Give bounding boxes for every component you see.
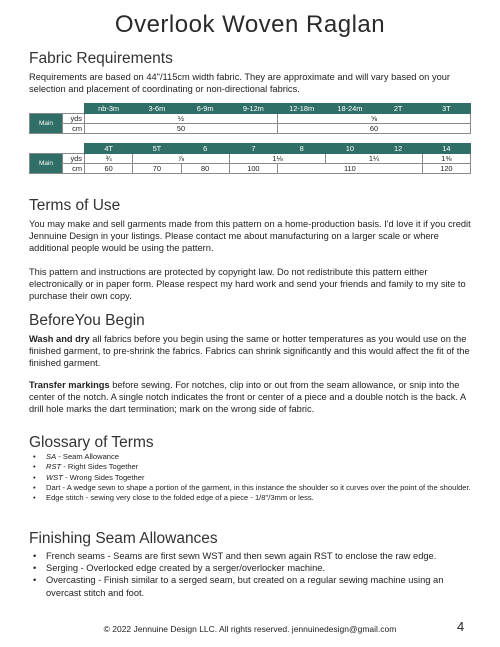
size-header: 7 <box>229 144 277 154</box>
table-cell: 50 <box>85 124 278 134</box>
table-cell: 60 <box>278 124 471 134</box>
size-header: 4T <box>85 144 133 154</box>
size-header: 2T <box>374 104 422 114</box>
fabric-table-small-sizes <box>29 103 471 134</box>
table-cell: 60 <box>85 164 133 174</box>
term: SA <box>46 452 57 461</box>
list-item <box>33 493 473 503</box>
table-cell: ⅞ <box>133 154 230 164</box>
unit-label-cm: cm <box>63 164 85 174</box>
fabric-intro: Requirements are based on 44"/115cm width fabric. They are approximate and will vary based on your selection and placement of coordinating or non-directional fabrics. <box>29 72 451 95</box>
table-cell: 110 <box>278 164 423 174</box>
finishing-heading: Finishing Seam Allowances <box>29 530 218 547</box>
definition: - Seam Allowance <box>56 452 120 461</box>
table-cell: 1⅛ <box>229 154 326 164</box>
definition: - Right Sides Together <box>61 462 139 472</box>
table-cell: ½ <box>85 114 278 124</box>
wash-paragraph <box>29 333 474 370</box>
terms-paragraph: This pattern and instructions are protected by copyright law. Do not redistribute this pattern either electronically or in paper form. Please respect my hard work and send your friends and family to my site to purchase their own copy. <box>29 267 466 302</box>
table-cell: 80 <box>181 164 229 174</box>
list-item: • Serging - Overlocked edge created by a serger/overlocker machine. <box>33 562 473 574</box>
term: RST <box>46 462 62 472</box>
row-label-main: Main <box>30 114 63 134</box>
paragraph-text: before sewing. For notches, clip into or out from the seam allowance, or snip into the center of the notch. A single notch indicates the front or center of a piece and a double notch is the back. A drill hole marks the dart termination; mark on the wrong side of fabric. <box>29 380 466 415</box>
transfer-paragraph <box>29 379 474 416</box>
terms-paragraph: You may make and sell garments made from this pattern on a home-production basis. I'd love it if you credit Jennuine Design in your listings. Please contact me about manufacturing on a larger scale or where additional people would be using the pattern. <box>29 219 471 254</box>
bold-lead: Wash and dry <box>29 334 90 344</box>
list-item: • French seams - Seams are first sewn WST and then sewn again RST to enclose the raw edge. <box>33 550 473 562</box>
page-title: Overlook Woven Raglan <box>114 11 386 38</box>
list-item <box>33 462 473 472</box>
finishing-list <box>33 550 473 599</box>
size-header: 3T <box>422 104 470 114</box>
size-header: 12-18m <box>278 104 326 114</box>
list-item: • Overcasting - Finish similar to a serged seam, but created on a regular sewing machine using an overcast stitch and foot. <box>33 574 473 598</box>
size-header: 12 <box>374 144 422 154</box>
size-header: 9-12m <box>229 104 277 114</box>
table-cell: 70 <box>133 164 181 174</box>
before-heading: BeforeYou Begin <box>29 312 145 329</box>
table-cell: 1⅜ <box>422 154 470 164</box>
unit-label-yds: yds <box>63 154 85 164</box>
list-item <box>33 473 473 483</box>
definition: - A wedge sewn to shape a portion of the garment, in this instance the shoulder so it curves over the point of the shoulder. <box>60 482 471 492</box>
term: Dart <box>46 482 61 492</box>
unit-label-yds: yds <box>63 114 85 124</box>
page-number: 4 <box>457 619 465 634</box>
row-label-main: Main <box>30 154 63 174</box>
glossary-heading: Glossary of Terms <box>29 434 154 451</box>
table-cell: 120 <box>422 164 470 174</box>
size-header: 5T <box>133 144 181 154</box>
term: Edge stitch <box>46 493 84 503</box>
size-header: 6-9m <box>181 104 229 114</box>
size-header: 3-6m <box>133 104 181 114</box>
unit-label-cm: cm <box>63 124 85 134</box>
size-header: 6 <box>181 144 229 154</box>
definition: - sewing very close to the folded edge of a piece - 1/8"/3mm or less. <box>83 493 314 503</box>
size-header: nb-3m <box>85 104 133 114</box>
list-item <box>33 483 473 493</box>
definition: - Wrong Sides Together <box>62 472 145 482</box>
paragraph-text: all fabrics before you begin using the same or hotter temperatures as you would use on the finished garment, to pre-shrink the fabrics. Fabrics can shrink significantly and this would affect the fit of the finished garment. <box>29 334 470 369</box>
size-header: 8 <box>278 144 326 154</box>
glossary-list <box>33 452 473 503</box>
term: WST <box>46 472 63 482</box>
size-header: 10 <box>326 144 374 154</box>
table-cell: 100 <box>229 164 277 174</box>
footer-copyright: © 2022 Jennuine Design LLC. All rights reserved. jennuinedesign@gmail.com <box>103 624 397 634</box>
fabric-table-large-sizes <box>29 143 471 174</box>
terms-heading: Terms of Use <box>29 197 121 214</box>
table-cell: 1¼ <box>326 154 423 164</box>
bold-lead: Transfer markings <box>29 380 110 390</box>
table-cell: ¾ <box>85 154 133 164</box>
size-header: 18-24m <box>326 104 374 114</box>
size-header: 14 <box>422 144 470 154</box>
list-item <box>33 452 473 462</box>
fabric-requirements-heading: Fabric Requirements <box>29 50 173 67</box>
table-cell: ⅝ <box>278 114 471 124</box>
